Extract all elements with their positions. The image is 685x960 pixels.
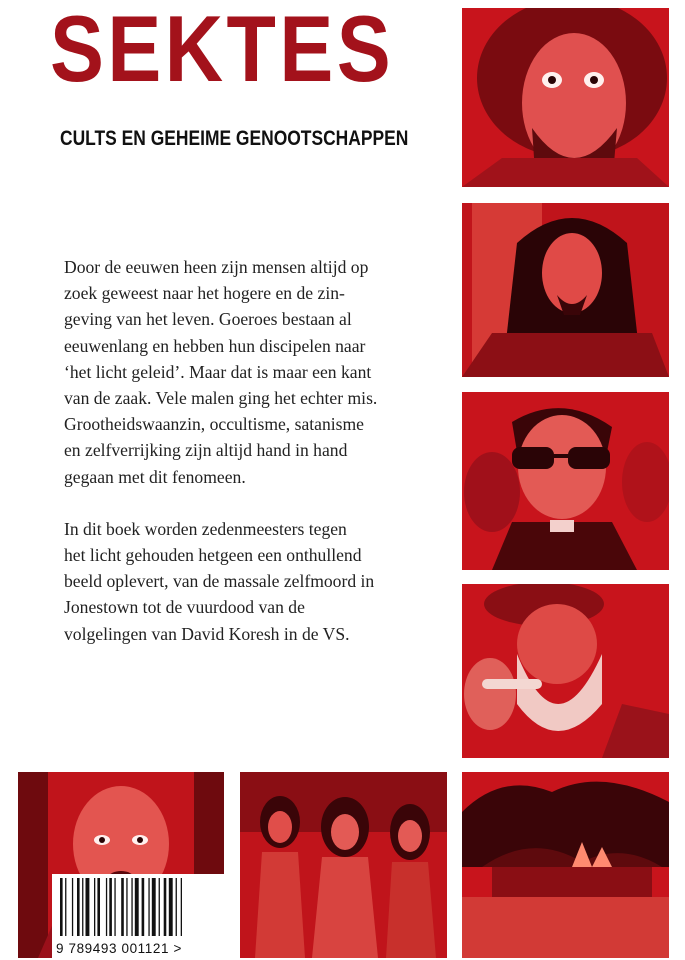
book-subtitle: CULTS EN GEHEIME GENOOTSCHAPPEN bbox=[60, 127, 409, 150]
blurb-line: het licht gehouden hetgeen een onthullend bbox=[64, 545, 362, 566]
blurb-paragraph-1 bbox=[64, 254, 414, 490]
blurb-line: zoek geweest naar het hogere en de zin- bbox=[64, 283, 345, 304]
blurb-line: van de zaak. Vele malen ging het echter mis. bbox=[64, 388, 378, 409]
blurb-line: eeuwenlang en hebben hun discipelen naar bbox=[64, 335, 366, 356]
blurb-line: ‘het licht geleid’. Maar dat is maar een kant bbox=[64, 361, 372, 382]
blurb-line: en zelfverrijking zijn altijd hand in hand bbox=[64, 440, 348, 461]
book-title: SEKTES bbox=[50, 0, 395, 101]
photo-portrait-sunglasses bbox=[462, 392, 669, 570]
isbn-barcode bbox=[52, 874, 224, 958]
photo-portrait-long-hair bbox=[462, 203, 669, 377]
blurb-line: In dit boek worden zedenmeesters tegen bbox=[64, 518, 347, 539]
blurb-paragraph-2 bbox=[64, 516, 414, 647]
blurb-line: geving van het leven. Goeroes bestaan al bbox=[64, 309, 352, 330]
blurb-line: Door de eeuwen heen zijn mensen altijd op bbox=[64, 257, 369, 277]
photo-three-women bbox=[240, 772, 447, 958]
blurb-line: volgelingen van David Koresh in de VS. bbox=[64, 623, 350, 644]
photo-burning-building bbox=[462, 772, 669, 958]
back-cover-blurb bbox=[64, 254, 414, 647]
photo-portrait-white-beard bbox=[462, 584, 669, 758]
blurb-line: beeld oplevert, van de massale zelfmoord in bbox=[64, 571, 375, 592]
blurb-line: Grootheidswaanzin, occultisme, satanisme bbox=[64, 414, 364, 435]
blurb-line: gegaan met dit fenomeen. bbox=[64, 466, 246, 487]
photo-portrait-wild-hair bbox=[462, 8, 669, 187]
isbn-number: 9 789493 001121 > bbox=[56, 941, 182, 956]
barcode-bars-graphic bbox=[58, 878, 218, 938]
blurb-line: Jonestown tot de vuurdood van de bbox=[64, 597, 305, 618]
